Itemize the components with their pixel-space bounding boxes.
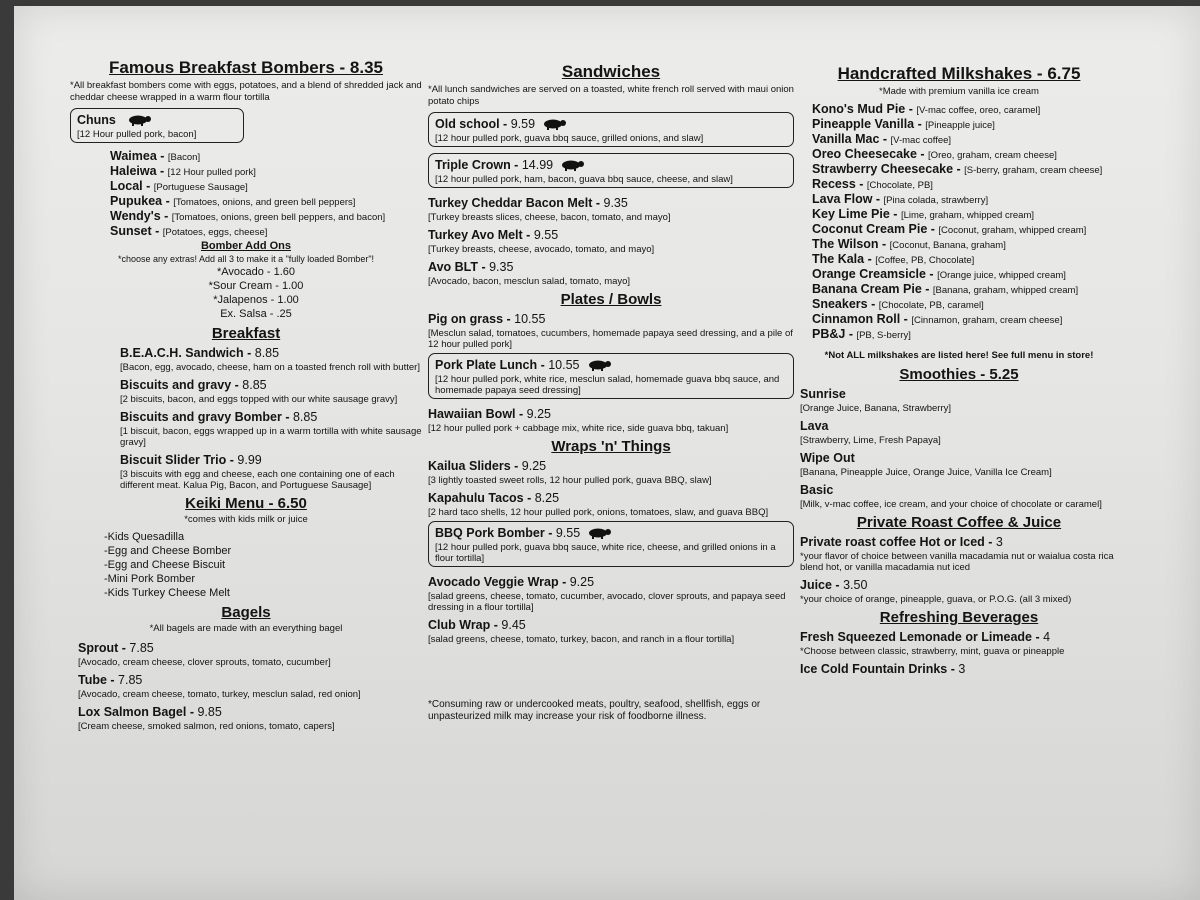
section-title-wraps: Wraps 'n' Things (551, 438, 671, 455)
item-price: 14.99 (521, 158, 554, 172)
item-desc: [Bacon] (167, 152, 201, 163)
section-note-bagels: *All bagels are made with an everything bagel (149, 623, 343, 634)
pig-icon (586, 359, 612, 371)
item-name: Cinnamon Roll - (812, 312, 912, 326)
section-title-bombers: Famous Breakfast Bombers - 8.35 (109, 58, 383, 77)
item-price: 9.55 (533, 228, 559, 242)
item-desc: [Orange juice, whipped cream] (937, 270, 1066, 281)
section-title-keiki: Keiki Menu - 6.50 (185, 495, 307, 512)
item-price: 9.25 (526, 407, 551, 421)
item-name: Pineapple Vanilla - (812, 117, 926, 131)
menu-item (428, 353, 794, 399)
menu-item (812, 192, 1118, 207)
menu-item (812, 207, 1118, 222)
item-name: Biscuits and gravy Bomber - (120, 410, 293, 424)
addon-line: Ex. Salsa - .25 (220, 308, 292, 320)
menu-item (800, 417, 1118, 446)
menu-item (812, 162, 1118, 177)
item-price: 9.25 (521, 459, 547, 473)
item-name: Sunrise (800, 387, 846, 401)
menu-item (800, 449, 1118, 478)
item-name: The Kala - (812, 252, 876, 266)
keiki-item: -Egg and Cheese Bomber (104, 545, 232, 557)
section-title-plates: Plates / Bowls (560, 291, 662, 308)
addon-line: *Avocado - 1.60 (216, 266, 296, 278)
item-name: Vanilla Mac - (812, 132, 891, 146)
menu-item (812, 297, 1118, 312)
item-name: Strawberry Cheesecake - (812, 162, 965, 176)
menu-item (812, 237, 1118, 252)
item-price: 8.85 (242, 378, 267, 392)
item-name: BBQ Pork Bomber - (435, 526, 556, 540)
menu-item (110, 179, 422, 194)
menu-item (428, 405, 794, 434)
item-desc: [Turkey breasts slices, cheese, bacon, tomato, and mayo] (428, 212, 671, 223)
menu-item (800, 576, 1118, 605)
menu-item (78, 671, 422, 700)
item-name: Biscuits and gravy - (120, 378, 243, 392)
item-price: 10.55 (548, 358, 580, 372)
menu-item (812, 102, 1118, 117)
item-desc: [12 Hour pulled pork] (167, 167, 256, 178)
section-note-milkshakes: *Made with premium vanilla ice cream (879, 86, 1039, 97)
item-price: 3.50 (843, 578, 868, 592)
item-price: 9.45 (501, 618, 526, 632)
menu-item (800, 660, 1118, 678)
item-desc: [Cinnamon, graham, cream cheese] (911, 315, 1063, 326)
item-desc: [12 hour pulled pork, white rice, mesclun salad, homemade guava bbq sauce, and homemade papaya seed dressing] (435, 374, 780, 396)
item-desc: [Coconut, graham, whipped cream] (938, 225, 1087, 236)
menu-item (110, 194, 422, 209)
pig-icon (559, 159, 585, 171)
item-name: Kailua Sliders - (428, 459, 522, 473)
item-desc: [2 hard taco shells, 12 hour pulled pork, onions, tomatoes, slaw, and guava BBQ] (428, 507, 769, 518)
item-desc: [Strawberry, Lime, Fresh Papaya] (800, 435, 941, 446)
item-name: Pork Plate Lunch - (435, 358, 549, 372)
section-title-coffee: Private Roast Coffee & Juice (856, 514, 1062, 531)
menu-item (120, 376, 422, 405)
item-desc: [12 Hour pulled pork, bacon] (77, 129, 197, 140)
menu-item (428, 457, 794, 486)
menu-item (812, 312, 1118, 327)
item-name: Local - (110, 179, 154, 193)
menu-item (428, 616, 794, 645)
item-name: Hawaiian Bowl - (428, 407, 527, 421)
pig-icon (541, 118, 567, 130)
item-name: Kono's Mud Pie - (812, 102, 917, 116)
menu-item (78, 639, 422, 668)
item-price: 3 (958, 662, 966, 676)
item-desc: *your choice of orange, pineapple, guava, or P.O.G. (all 3 mixed) (800, 594, 1072, 605)
item-price: 9.55 (555, 526, 581, 540)
menu-item (110, 149, 422, 164)
section-title-smoothies: Smoothies - 5.25 (899, 366, 1019, 383)
menu-item (110, 209, 422, 224)
item-name: Wendy's - (110, 209, 172, 223)
item-desc: [salad greens, cheese, tomato, turkey, bacon, and ranch in a flour tortilla] (428, 634, 735, 645)
item-name: Orange Creamsicle - (812, 267, 938, 281)
menu-item (110, 164, 422, 179)
bomber-addons (70, 239, 422, 321)
item-desc: [2 biscuits, bacon, and eggs topped with our white sausage gravy] (120, 394, 398, 405)
item-desc: [3 lightly toasted sweet rolls, 12 hour pulled pork, guava BBQ, slaw] (428, 475, 712, 486)
item-desc: [Bacon, egg, avocado, cheese, ham on a toasted french roll with butter] (120, 362, 420, 373)
menu-item (800, 385, 1118, 414)
item-desc: [Orange Juice, Banana, Strawberry] (800, 403, 952, 414)
item-name: Pupukea - (110, 194, 174, 208)
item-name: Pig on grass - (428, 312, 515, 326)
item-name: Sunset - (110, 224, 163, 238)
item-name: B.E.A.C.H. Sandwich - (120, 346, 255, 360)
item-desc: [Portuguese Sausage] (153, 182, 248, 193)
item-price: 4 (1043, 630, 1051, 644)
menu-item (812, 282, 1118, 297)
addon-line: *Sour Cream - 1.00 (208, 280, 304, 292)
addons-note: *choose any extras! Add all 3 to make it a "fully loaded Bomber"! (117, 254, 375, 264)
item-desc: [Avocado, cream cheese, clover sprouts, tomato, cucumber] (78, 657, 331, 668)
menu-item (428, 521, 794, 567)
menu-item (110, 224, 422, 239)
item-name: Avo BLT - (428, 260, 490, 274)
item-name: Ice Cold Fountain Drinks - (800, 662, 959, 676)
menu-item (428, 310, 794, 350)
pig-icon (126, 114, 152, 126)
item-name: Basic (800, 483, 834, 497)
item-desc: [Banana, graham, whipped cream] (932, 285, 1079, 296)
menu-item (78, 703, 422, 732)
item-desc: [V-mac coffee] (890, 135, 952, 146)
item-name: Haleiwa - (110, 164, 168, 178)
keiki-item: -Kids Turkey Cheese Melt (104, 587, 230, 599)
item-price: 9.35 (603, 196, 628, 210)
item-desc: [Tomatoes, onions, and green bell peppers] (173, 197, 356, 208)
item-price: 8.85 (292, 410, 318, 424)
item-name: Tube - (78, 673, 119, 687)
section-note-keiki: *comes with kids milk or juice (184, 514, 308, 525)
item-desc: [1 biscuit, bacon, eggs wrapped up in a warm tortilla with white sausage gravy] (120, 426, 422, 448)
item-name: Recess - (812, 177, 867, 191)
menu-item (800, 628, 1118, 657)
menu-item (428, 194, 794, 223)
health-disclaimer: *Consuming raw or undercooked meats, poultry, seafood, shellfish, eggs or unpasteurized milk may increase your risk of foodborne illness. (428, 699, 761, 722)
item-name: Sprout - (78, 641, 130, 655)
item-desc: [12 hour pulled pork + cabbage mix, white rice, side guava bbq, takuan] (428, 423, 729, 434)
item-desc: [12 hour pulled pork, ham, bacon, guava bbq sauce, cheese, and slaw] (435, 174, 733, 185)
item-price: 8.85 (254, 346, 280, 360)
item-desc: [Coconut, Banana, graham] (889, 240, 1006, 251)
item-desc: [3 biscuits with egg and cheese, each one containing one of each different meat. Kalua Pig, Bacon, and Portuguese Sausage] (120, 469, 395, 491)
item-desc: [salad greens, cheese, tomato, cucumber, avocado, clover sprouts, and papaya seed dressing in a flour tortilla] (428, 591, 786, 613)
menu-item (428, 258, 794, 287)
menu-item (120, 344, 422, 373)
section-title-milkshakes: Handcrafted Milkshakes - 6.75 (837, 64, 1081, 83)
item-price: 7.85 (118, 673, 143, 687)
item-name: Fresh Squeezed Lemonade or Limeade - (800, 630, 1044, 644)
menu-item (812, 327, 1118, 342)
menu-item (428, 573, 794, 613)
item-name: Key Lime Pie - (812, 207, 901, 221)
item-desc: [Turkey breasts, cheese, avocado, tomato, and mayo] (428, 244, 655, 255)
menu-item (812, 222, 1118, 237)
item-name: Juice - (800, 578, 844, 592)
item-desc: *your flavor of choice between vanilla macadamia nut or waialua costa rica blend hot, or vanilla macadamia nut iced (800, 551, 1114, 573)
item-desc: [12 hour pulled pork, guava bbq sauce, white rice, cheese, and grilled onions in a flour tortilla] (435, 542, 776, 564)
item-desc: [PB, S-berry] (856, 330, 911, 341)
item-desc: [Pina colada, strawberry] (883, 195, 989, 206)
menu-item (800, 533, 1118, 573)
menu-item (120, 451, 422, 491)
item-desc: [Potatoes, eggs, cheese] (162, 227, 268, 238)
section-note-bombers: *All breakfast bombers come with eggs, potatoes, and a blend of shredded jack and cheddar cheese wrapped in a warm flour tortilla (70, 80, 422, 103)
menu-item (428, 153, 794, 188)
item-name: Biscuit Slider Trio - (120, 453, 238, 467)
item-desc: [Avocado, cream cheese, tomato, turkey, mesclun salad, red onion] (78, 689, 361, 700)
item-name: Private roast coffee Hot or Iced - (800, 535, 996, 549)
item-desc: [Milk, v-mac coffee, ice cream, and your choice of chocolate or caramel] (800, 499, 1102, 510)
item-price: 3 (995, 535, 1003, 549)
item-desc: [Chocolate, PB, caramel] (878, 300, 984, 311)
item-price: 7.85 (129, 641, 154, 655)
item-name: Banana Cream Pie - (812, 282, 933, 296)
item-desc: [Pineapple juice] (925, 120, 995, 131)
item-price: 10.55 (514, 312, 546, 326)
item-name: Coconut Cream Pie - (812, 222, 939, 236)
item-price: 9.85 (197, 705, 222, 719)
item-desc: [12 hour pulled pork, guava bbq sauce, grilled onions, and slaw] (435, 133, 704, 144)
menu-column-middle (428, 62, 794, 723)
item-desc: [Chocolate, PB] (866, 180, 933, 191)
item-name: Kapahulu Tacos - (428, 491, 535, 505)
item-name: Oreo Cheesecake - (812, 147, 929, 161)
section-note-sandwiches: *All lunch sandwiches are served on a toasted, white french roll served with maui onion potato chips (428, 84, 794, 107)
item-name: Triple Crown - (435, 158, 522, 172)
menu-item (428, 489, 794, 518)
menu-item (812, 132, 1118, 147)
item-desc: [Banana, Pineapple Juice, Orange Juice, Vanilla Ice Cream] (800, 467, 1052, 478)
menu-item (812, 267, 1118, 282)
keiki-item: -Mini Pork Bomber (104, 573, 196, 585)
item-desc: [Lime, graham, whipped cream] (900, 210, 1034, 221)
milkshake-footnote: *Not ALL milkshakes are listed here! See full menu in store! (824, 350, 1094, 361)
addons-title: Bomber Add Ons (200, 240, 292, 252)
item-name: Turkey Cheddar Bacon Melt - (428, 196, 604, 210)
item-name: The Wilson - (812, 237, 890, 251)
item-name: Turkey Avo Melt - (428, 228, 534, 242)
item-desc: [Avocado, bacon, mesclun salad, tomato, mayo] (428, 276, 631, 287)
menu-column-right (800, 64, 1118, 681)
item-desc: [Mesclun salad, tomatoes, cucumbers, homemade papaya seed dressing, and a pile of 12 hour pulled pork] (428, 328, 793, 350)
menu-item-chuns (70, 108, 244, 143)
item-name: PB&J - (812, 327, 857, 341)
menu-item (428, 226, 794, 255)
pig-icon (586, 527, 612, 539)
item-desc: [S-berry, graham, cream cheese] (964, 165, 1103, 176)
item-desc: [Cream cheese, smoked salmon, red onions, tomato, capers] (78, 721, 335, 732)
menu-item (428, 112, 794, 147)
item-price: 8.25 (534, 491, 560, 505)
menu-item (812, 147, 1118, 162)
keiki-item: -Egg and Cheese Biscuit (104, 559, 226, 571)
item-name: Avocado Veggie Wrap - (428, 575, 570, 589)
item-desc: [Tomatoes, onions, green bell peppers, and bacon] (171, 212, 386, 223)
item-price: 9.99 (237, 453, 262, 467)
item-desc: *Choose between classic, strawberry, mint, guava or pineapple (800, 646, 1065, 657)
menu-item (812, 177, 1118, 192)
section-title-beverages: Refreshing Beverages (879, 609, 1039, 626)
item-name: Lava Flow - (812, 192, 884, 206)
item-name: Wipe Out (800, 451, 855, 465)
item-name: Lava (800, 419, 829, 433)
menu-item (812, 252, 1118, 267)
menu-paper (14, 6, 1200, 900)
addon-line: *Jalapenos - 1.00 (213, 294, 299, 306)
menu-item (800, 481, 1118, 510)
item-name: Lox Salmon Bagel - (78, 705, 198, 719)
menu-column-left (70, 58, 422, 735)
item-desc: [V-mac coffee, oreo, caramel] (916, 105, 1041, 116)
menu-item (120, 408, 422, 448)
item-desc: [Coffee, PB, Chocolate] (875, 255, 975, 266)
item-name: Waimea - (110, 149, 168, 163)
item-name: Club Wrap - (428, 618, 502, 632)
keiki-item: -Kids Quesadilla (104, 531, 185, 543)
menu-item (812, 117, 1118, 132)
section-title-breakfast: Breakfast (211, 325, 281, 342)
item-desc: [Oreo, graham, cream cheese] (928, 150, 1057, 161)
item-price: 9.35 (489, 260, 514, 274)
item-name: Sneakers - (812, 297, 879, 311)
item-price: 9.59 (510, 117, 536, 131)
item-name: Chuns (77, 113, 116, 127)
section-title-bagels: Bagels (221, 604, 271, 621)
section-title-sandwiches: Sandwiches (561, 62, 661, 81)
item-name: Old school - (435, 117, 511, 131)
item-price: 9.25 (569, 575, 595, 589)
